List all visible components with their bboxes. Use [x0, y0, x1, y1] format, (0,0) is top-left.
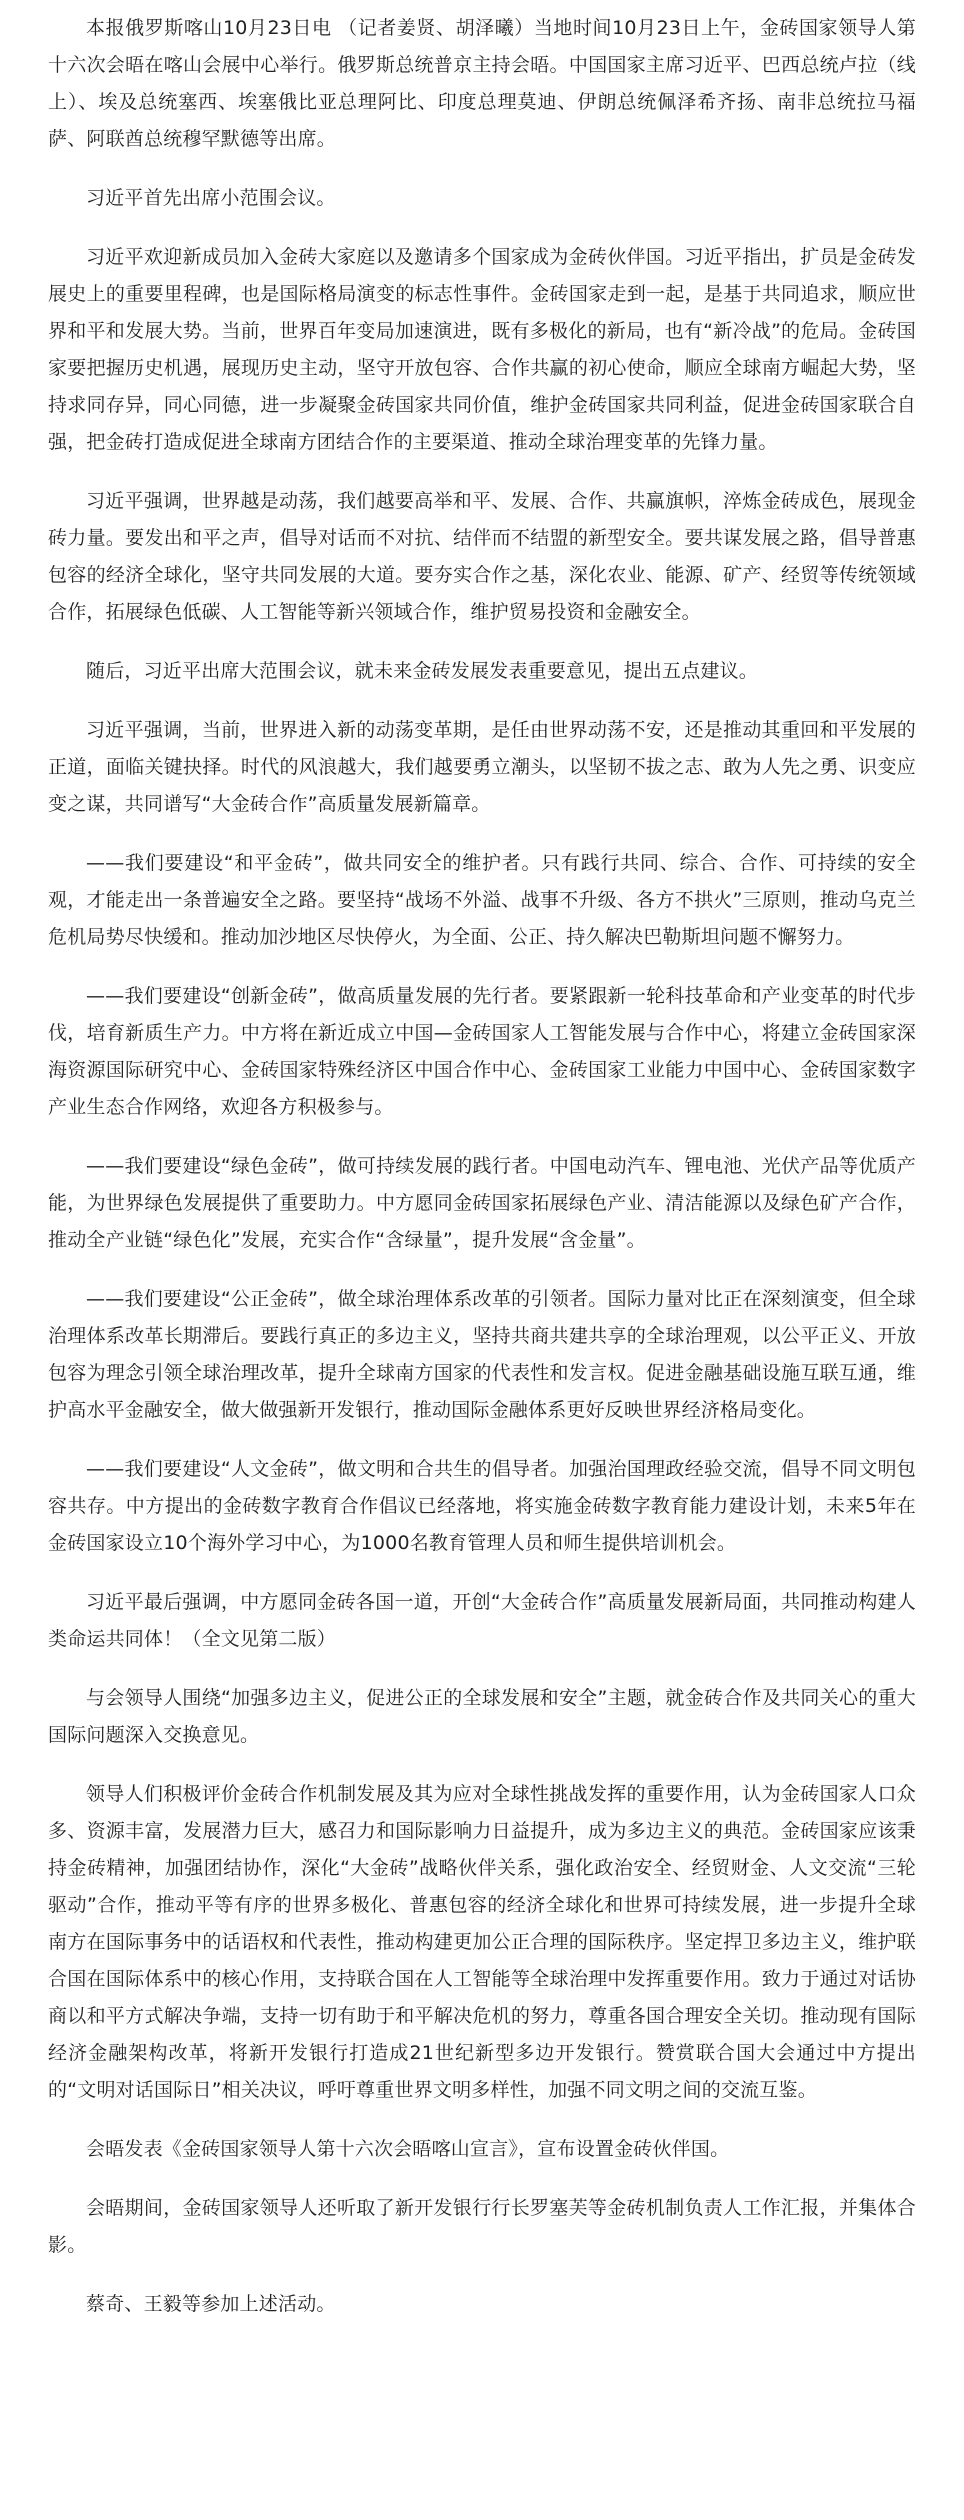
- article-paragraph: 领导人们积极评价金砖合作机制发展及其为应对全球性挑战发挥的重要作用，认为金砖国家人口众多、资源丰富，发展潜力巨大，感召力和国际影响力日益提升，成为多边主义的典范。金砖国家应该秉持金砖精神，加强团结协作，深化“大金砖”战略伙伴关系，强化政治安全、经贸财金、人文交流“三轮驱动”合作，推动平等有序的世界多极化、普惠包容的经济全球化和世界可持续发展，进一步提升全球南方在国际事务中的话语权和代表性，推动构建更加公正合理的国际秩序。坚定捍卫多边主义，维护联合国在国际体系中的核心作用，支持联合国在人工智能等全球治理中发挥重要作用。致力于通过对话协商以和平方式解决争端，支持一切有助于和平解决危机的努力，尊重各国合理安全关切。推动现有国际经济金融架构改革，将新开发银行打造成21世纪新型多边开发银行。赞赏联合国大会通过中方提出的“文明对话国际日”相关决议，呼吁尊重世界文明多样性，加强不同文明之间的交流互鉴。: [48, 1783, 916, 2101]
- article-paragraph: 习近平欢迎新成员加入金砖大家庭以及邀请多个国家成为金砖伙伴国。习近平指出，扩员是金砖发展史上的重要里程碑，也是国际格局演变的标志性事件。金砖国家走到一起，是基于共同追求，顺应世界和平和发展大势。当前，世界百年变局加速演进，既有多极化的新局，也有“新冷战”的危局。金砖国家要把握历史机遇，展现历史主动，坚守开放包容、合作共赢的初心使命，顺应全球南方崛起大势，坚持求同存异，同心同德，进一步凝聚金砖国家共同价值，维护金砖国家共同利益，促进金砖国家联合自强，把金砖打造成促进全球南方团结合作的主要渠道、推动全球治理变革的先锋力量。: [48, 246, 916, 453]
- proposal-green-paragraph: ——我们要建设“绿色金砖”，做可持续发展的践行者。中国电动汽车、锂电池、光伏产品等优质产能，为世界绿色发展提供了重要助力。中方愿同金砖国家拓展绿色产业、清洁能源以及绿色矿产合作，推动全产业链“绿色化”发展，充实合作“含绿量”，提升发展“含金量”。: [48, 1155, 916, 1251]
- article-dateline-paragraph: 本报俄罗斯喀山10月23日电 （记者姜贤、胡泽曦）当地时间10月23日上午，金砖国家领导人第十六次会晤在喀山会展中心举行。俄罗斯总统普京主持会晤。中国国家主席习近平、巴西总统卢拉（线上）、埃及总统塞西、埃塞俄比亚总理阿比、印度总理莫迪、伊朗总统佩泽希齐扬、南非总统拉马福萨、阿联酋总统穆罕默德等出席。: [48, 17, 916, 150]
- article-closing-paragraph: 蔡奇、王毅等参加上述活动。: [86, 2293, 336, 2315]
- article-paragraph: 会晤发表《金砖国家领导人第十六次会晤喀山宣言》，宣布设置金砖伙伴国。: [86, 2138, 730, 2160]
- proposal-peace-paragraph: ——我们要建设“和平金砖”，做共同安全的维护者。只有践行共同、综合、合作、可持续的安全观，才能走出一条普遍安全之路。要坚持“战场不外溢、战事不升级、各方不拱火”三原则，推动乌克兰危机局势尽快缓和。推动加沙地区尽快停火，为全面、公正、持久解决巴勒斯坦问题不懈努力。: [48, 852, 916, 948]
- article-paragraph: 习近平最后强调，中方愿同金砖各国一道，开创“大金砖合作”高质量发展新局面，共同推动构建人类命运共同体！（全文见第二版）: [48, 1591, 916, 1650]
- proposal-culture-paragraph: ——我们要建设“人文金砖”，做文明和合共生的倡导者。加强治国理政经验交流，倡导不同文明包容共存。中方提出的金砖数字教育合作倡议已经落地，将实施金砖数字教育能力建设计划，未来5年在金砖国家设立10个海外学习中心，为1000名教育管理人员和师生提供培训机会。: [48, 1458, 916, 1554]
- article-paragraph: 习近平首先出席小范围会议。: [86, 187, 336, 209]
- article-paragraph: 与会领导人围绕“加强多边主义，促进公正的全球发展和安全”主题，就金砖合作及共同关心的重大国际问题深入交换意见。: [48, 1687, 916, 1746]
- article-paragraph: 会晤期间，金砖国家领导人还听取了新开发银行行长罗塞芙等金砖机制负责人工作汇报，并集体合影。: [48, 2197, 916, 2256]
- article-paragraph: 随后，习近平出席大范围会议，就未来金砖发展发表重要意见，提出五点建议。: [86, 660, 759, 682]
- article-paragraph: 习近平强调，世界越是动荡，我们越要高举和平、发展、合作、共赢旗帜，淬炼金砖成色，展现金砖力量。要发出和平之声，倡导对话而不对抗、结伴而不结盟的新型安全。要共谋发展之路，倡导普惠包容的经济全球化，坚守共同发展的大道。要夯实合作之基，深化农业、能源、矿产、经贸等传统领域合作，拓展绿色低碳、人工智能等新兴领域合作，维护贸易投资和金融安全。: [48, 490, 916, 623]
- article-paragraph: 习近平强调，当前，世界进入新的动荡变革期，是任由世界动荡不安，还是推动其重回和平发展的正道，面临关键抉择。时代的风浪越大，我们越要勇立潮头，以坚韧不拔之志、敢为人先之勇、识变应变之谋，共同谱写“大金砖合作”高质量发展新篇章。: [48, 719, 916, 815]
- proposal-innovation-paragraph: ——我们要建设“创新金砖”，做高质量发展的先行者。要紧跟新一轮科技革命和产业变革的时代步伐，培育新质生产力。中方将在新近成立中国—金砖国家人工智能发展与合作中心，将建立金砖国家深海资源国际研究中心、金砖国家特殊经济区中国合作中心、金砖国家工业能力中国中心、金砖国家数字产业生态合作网络，欢迎各方积极参与。: [48, 985, 916, 1118]
- proposal-justice-paragraph: ——我们要建设“公正金砖”，做全球治理体系改革的引领者。国际力量对比正在深刻演变，但全球治理体系改革长期滞后。要践行真正的多边主义，坚持共商共建共享的全球治理观，以公平正义、开放包容为理念引领全球治理改革，提升全球南方国家的代表性和发言权。促进金融基础设施互联互通，维护高水平金融安全，做大做强新开发银行，推动国际金融体系更好反映世界经济格局变化。: [48, 1288, 916, 1421]
